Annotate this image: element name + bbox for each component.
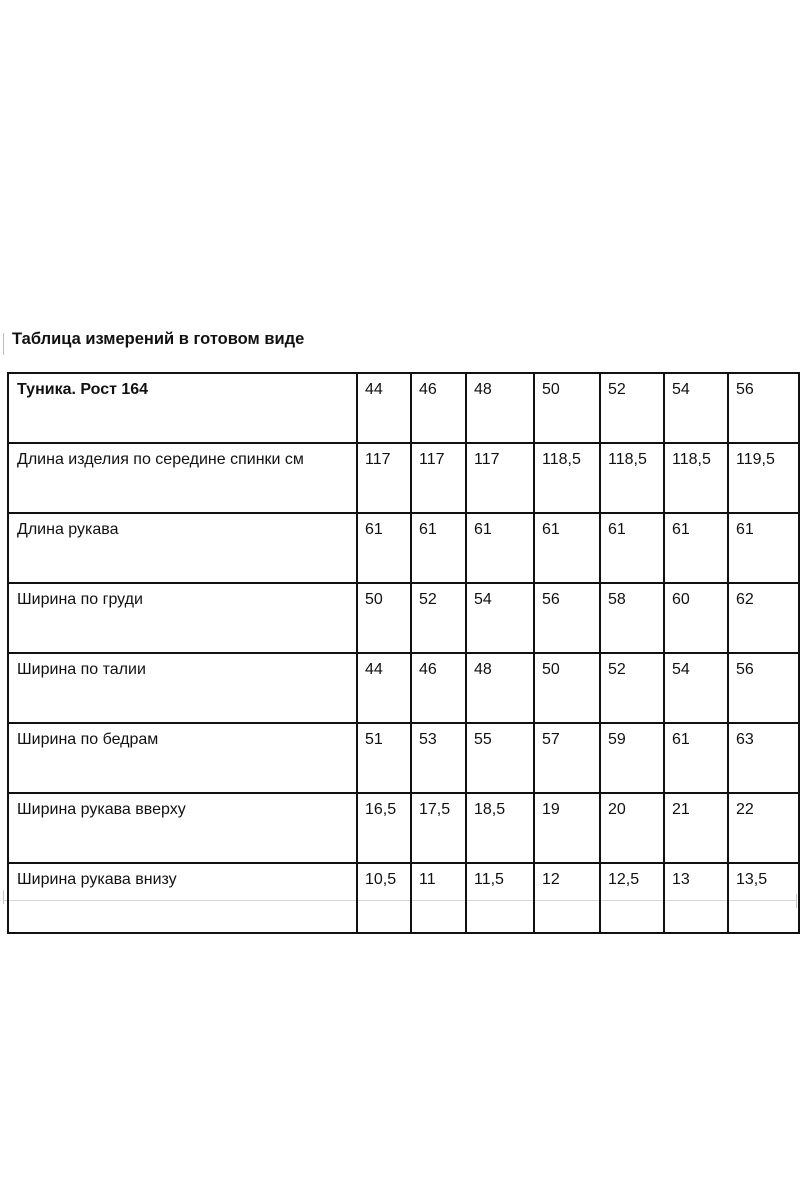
row-label-cell: Ширина по бедрам: [8, 723, 357, 793]
table-row: [8, 863, 799, 933]
row-label-cell: Ширина по талии: [8, 653, 357, 723]
table-row: [8, 583, 799, 653]
value-cell: 50: [534, 653, 600, 723]
value-cell: 56: [534, 583, 600, 653]
value-cell: 61: [728, 513, 799, 583]
value-cell: 63: [728, 723, 799, 793]
value-cell: 13,5: [728, 863, 799, 933]
value-cell: 12,5: [600, 863, 664, 933]
size-cell: 48: [466, 373, 534, 443]
value-cell: 11: [411, 863, 466, 933]
value-cell: 117: [411, 443, 466, 513]
value-cell: 119,5: [728, 443, 799, 513]
value-cell: 44: [357, 653, 411, 723]
value-cell: 21: [664, 793, 728, 863]
table-title: Таблица измерений в готовом виде: [12, 330, 305, 348]
value-cell: 61: [664, 723, 728, 793]
table-row: [8, 513, 799, 583]
value-cell: 60: [664, 583, 728, 653]
value-cell: 19: [534, 793, 600, 863]
value-cell: 11,5: [466, 863, 534, 933]
page-edge-marker: [3, 333, 4, 355]
value-cell: 118,5: [534, 443, 600, 513]
value-cell: 48: [466, 653, 534, 723]
value-cell: 61: [411, 513, 466, 583]
value-cell: 56: [728, 653, 799, 723]
table-row: [8, 443, 799, 513]
value-cell: 46: [411, 653, 466, 723]
value-cell: 118,5: [600, 443, 664, 513]
page-edge-marker: [3, 890, 4, 904]
value-cell: 22: [728, 793, 799, 863]
size-cell: 50: [534, 373, 600, 443]
measurement-table: [7, 372, 800, 934]
value-cell: 12: [534, 863, 600, 933]
value-cell: 117: [357, 443, 411, 513]
value-cell: 62: [728, 583, 799, 653]
row-label-cell: Длина изделия по середине спинки см: [8, 443, 357, 513]
table-row: [8, 793, 799, 863]
value-cell: 55: [466, 723, 534, 793]
header-label-cell: Туника. Рост 164: [8, 373, 357, 443]
table-header-row: [8, 373, 799, 443]
value-cell: 61: [466, 513, 534, 583]
value-cell: 61: [534, 513, 600, 583]
value-cell: 13: [664, 863, 728, 933]
value-cell: 51: [357, 723, 411, 793]
value-cell: 10,5: [357, 863, 411, 933]
value-cell: 52: [600, 653, 664, 723]
size-cell: 52: [600, 373, 664, 443]
value-cell: 17,5: [411, 793, 466, 863]
row-label-cell: Ширина рукава вверху: [8, 793, 357, 863]
row-label-cell: Ширина по груди: [8, 583, 357, 653]
value-cell: 61: [664, 513, 728, 583]
row-label-cell: Ширина рукава внизу: [8, 863, 357, 933]
value-cell: 59: [600, 723, 664, 793]
value-cell: 50: [357, 583, 411, 653]
row-label-cell: Длина рукава: [8, 513, 357, 583]
size-cell: 54: [664, 373, 728, 443]
value-cell: 53: [411, 723, 466, 793]
value-cell: 57: [534, 723, 600, 793]
value-cell: 118,5: [664, 443, 728, 513]
size-cell: 44: [357, 373, 411, 443]
value-cell: 117: [466, 443, 534, 513]
value-cell: 54: [664, 653, 728, 723]
table-row: [8, 723, 799, 793]
size-cell: 56: [728, 373, 799, 443]
table-row: [8, 653, 799, 723]
value-cell: 16,5: [357, 793, 411, 863]
value-cell: 61: [357, 513, 411, 583]
value-cell: 18,5: [466, 793, 534, 863]
value-cell: 61: [600, 513, 664, 583]
value-cell: 52: [411, 583, 466, 653]
size-cell: 46: [411, 373, 466, 443]
value-cell: 20: [600, 793, 664, 863]
value-cell: 54: [466, 583, 534, 653]
value-cell: 58: [600, 583, 664, 653]
